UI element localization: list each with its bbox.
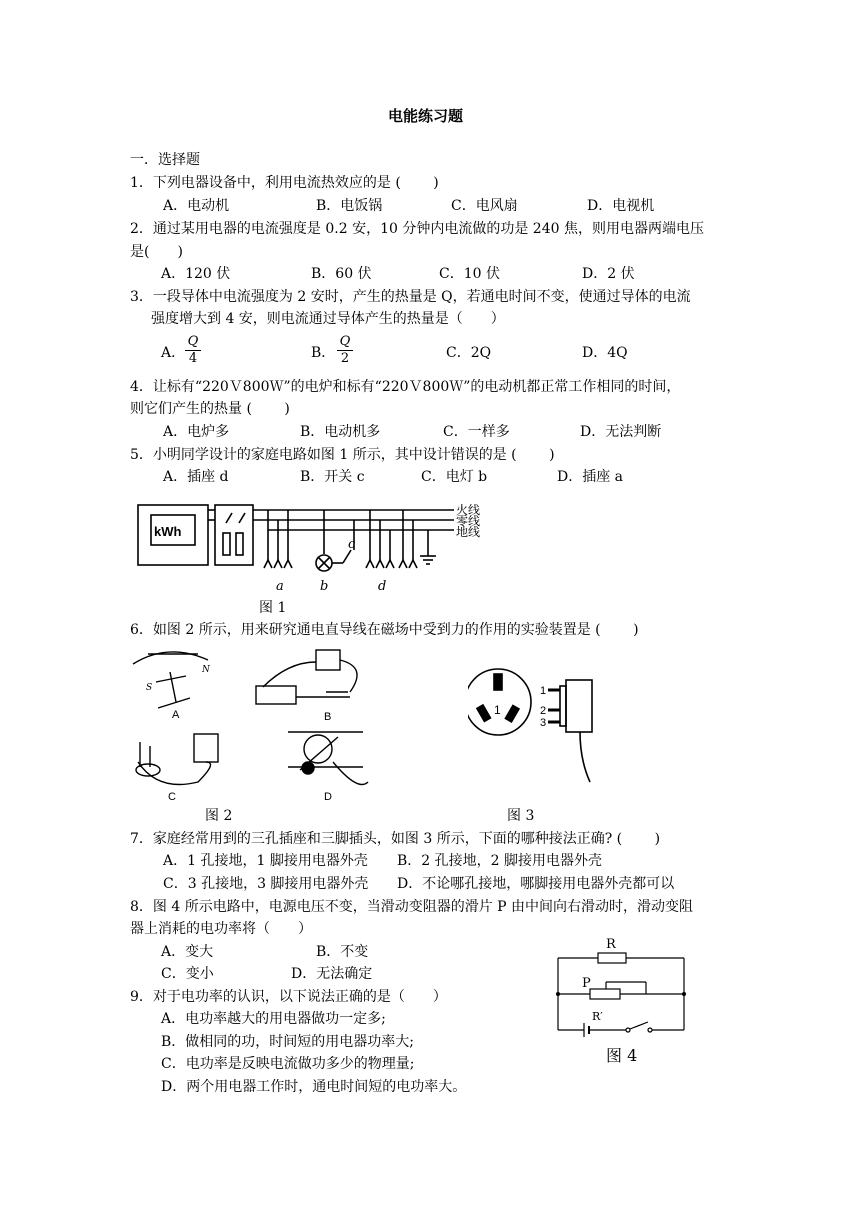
q1-stem: 1．下列电器设备中，利用电流热效应的是 ( ) — [130, 175, 439, 191]
q2-option-a: A．120 伏 — [161, 266, 231, 282]
q3-option-a-label: A． — [161, 345, 186, 361]
q7-stem: 7．家庭经常用到的三孔插座和三脚插头，如图 3 所示，下面的哪种接法正确? ( ) — [130, 831, 661, 847]
fig1-label-c: c — [348, 537, 356, 552]
q4-option-c: C．一样多 — [443, 424, 510, 440]
q1-option-a: A．电动机 — [163, 198, 230, 214]
q2-stem-line1: 2．通过某用电器的电流强度是 0.2 安，10 分钟内电流做的功是 240 焦，则用电器两端电压 — [130, 221, 704, 237]
three-pin-plug — [566, 680, 592, 732]
slide-rheostat — [590, 989, 620, 999]
q2-stem-line2: 是( ) — [130, 244, 183, 260]
q9-option-d: D．两个用电器工作时，通电时间短的电功率大。 — [161, 1079, 467, 1095]
figure-4-circuit — [548, 930, 690, 1040]
fig4-label-r-prime: R′ — [592, 1010, 603, 1023]
socket-d-left — [366, 560, 394, 568]
q7-option-c: C．3 孔接地，3 脚接用电器外壳 — [163, 876, 369, 892]
q5-stem: 5．小明同学设计的家庭电路如图 1 所示，其中设计错误的是 ( ) — [130, 447, 555, 463]
fuse-left — [223, 533, 230, 555]
q4-option-b: B．电动机多 — [300, 424, 381, 440]
fig2-label-d: D — [324, 791, 332, 802]
q6-stem: 6．如图 2 所示，用来研究通电直导线在磁场中受到力的作用的实验装置是 ( ) — [130, 622, 639, 638]
apparatus-b — [256, 650, 357, 704]
figure-3-socket-plug — [468, 660, 613, 785]
fuse-box — [215, 505, 253, 565]
fig1-ground-label: 地线 — [456, 525, 481, 539]
fig3-socket-pin1: 1 — [494, 703, 501, 717]
switch — [630, 1022, 648, 1029]
q3-stem-line1: 3．一段导体中电流强度为 2 安时，产生的热量是 Q，若通电时间不变，使通过导体的电流 — [130, 289, 691, 305]
fig1-neutral-label: 零线 — [456, 514, 481, 528]
q8-option-a: A．变大 — [161, 944, 214, 960]
q5-option-b: B．开关 c — [300, 469, 365, 485]
q2-option-d: D．2 伏 — [582, 266, 635, 282]
q2-option-b: B．60 伏 — [311, 266, 372, 282]
q1-option-c: C．电风扇 — [451, 198, 518, 214]
figure-1-caption: 图 1 — [259, 600, 287, 616]
q3-option-c: C．2Q — [446, 345, 492, 361]
fig1-label-d: d — [378, 579, 387, 594]
page-title: 电能练习题 — [388, 107, 464, 125]
resistor-r — [598, 953, 626, 963]
q1-option-d: D．电视机 — [587, 198, 655, 214]
figure-3-caption: 图 3 — [507, 808, 535, 824]
q3-option-a-fraction — [185, 334, 201, 367]
q7-option-a: A．1 孔接地，1 脚接用电器外壳 — [163, 853, 368, 869]
apparatus-a — [133, 652, 208, 708]
q5-option-c: C．电灯 b — [421, 469, 488, 485]
q3-option-b-label: B． — [311, 345, 336, 361]
fig2-label-b: B — [324, 711, 332, 723]
fig1-label-a: a — [276, 579, 284, 594]
q8-option-c: C．变小 — [161, 966, 214, 982]
q4-option-d: D．无法判断 — [580, 424, 662, 440]
q4-option-a: A．电炉多 — [163, 424, 230, 440]
q8-stem-line1: 8．图 4 所示电路中，电源电压不变，当滑动变阻器的滑片 P 由中间向右滑动时，滑动变阻 — [130, 899, 694, 915]
q3-option-b-numerator: Q — [337, 334, 353, 351]
socket-d-right — [399, 560, 417, 568]
fig2-label-a: A — [172, 709, 180, 721]
fig3-plug-pin1: 1 — [540, 685, 547, 697]
q5-option-a: A．插座 d — [163, 469, 229, 485]
q5-option-d: D．插座 a — [557, 469, 624, 485]
q7-option-b: B．2 孔接地，2 脚接用电器外壳 — [397, 853, 603, 869]
q8-stem-line2: 器上消耗的电功率将（ ） — [130, 921, 312, 937]
fig1-label-b: b — [320, 579, 329, 594]
figure-2-caption: 图 2 — [205, 808, 233, 824]
q3-option-b-fraction — [337, 334, 353, 367]
fig1-live-label: 火线 — [456, 503, 481, 517]
q9-option-b: B．做相同的功，时间短的用电器功率大; — [161, 1034, 415, 1050]
fuse-right — [236, 533, 243, 555]
q1-option-b: B．电饭锅 — [316, 198, 383, 214]
q3-stem-line2: 强度增大到 4 安，则电流通过导体产生的热量是（ ） — [151, 311, 505, 327]
figure-4-caption: 图 4 — [606, 1046, 638, 1065]
section-heading: 一．选择题 — [130, 152, 200, 168]
fig1-meter-label: kWh — [154, 524, 182, 539]
q8-option-b: B．不变 — [316, 944, 369, 960]
apparatus-c — [136, 734, 218, 785]
figure-2-apparatus — [128, 642, 373, 802]
fig4-label-p: P — [582, 976, 591, 991]
fig3-plug-pin2: 2 — [540, 705, 547, 717]
q3-option-d: D．4Q — [582, 345, 628, 361]
q9-stem: 9．对于电功率的认识，以下说法正确的是（ ） — [130, 989, 447, 1005]
fig2-label-c: C — [168, 791, 176, 802]
fig3-plug-pin3: 3 — [540, 717, 547, 729]
q9-option-c: C．电功率是反映电流做功多少的物理量; — [161, 1056, 415, 1072]
figure-1-circuit — [128, 488, 490, 598]
q9-option-a: A．电功率越大的用电器做功一定多; — [161, 1011, 386, 1027]
q4-stem-line2: 则它们产生的热量 ( ) — [130, 401, 290, 417]
q3-option-a-numerator: Q — [185, 334, 201, 351]
q3-option-b-denominator: 2 — [340, 351, 350, 366]
plug-cord — [580, 732, 590, 782]
apparatus-d — [288, 732, 368, 785]
q2-option-c: C．10 伏 — [439, 266, 500, 282]
fig4-label-r: R — [606, 937, 616, 952]
q4-stem-line1: 4．让标有“220Ｖ800Ｗ”的电炉和标有“220Ｖ800Ｗ”的电动机都正常工作相同的时间， — [130, 379, 681, 395]
fig2-label-n: N — [202, 665, 210, 675]
q8-option-d: D．无法确定 — [291, 966, 373, 982]
q3-option-a-denominator: 4 — [188, 351, 198, 366]
q7-option-d: D．不论哪孔接地，哪脚接用电器外壳都可以 — [397, 876, 675, 892]
socket-a — [264, 560, 292, 568]
fig2-label-s: S — [146, 683, 153, 693]
